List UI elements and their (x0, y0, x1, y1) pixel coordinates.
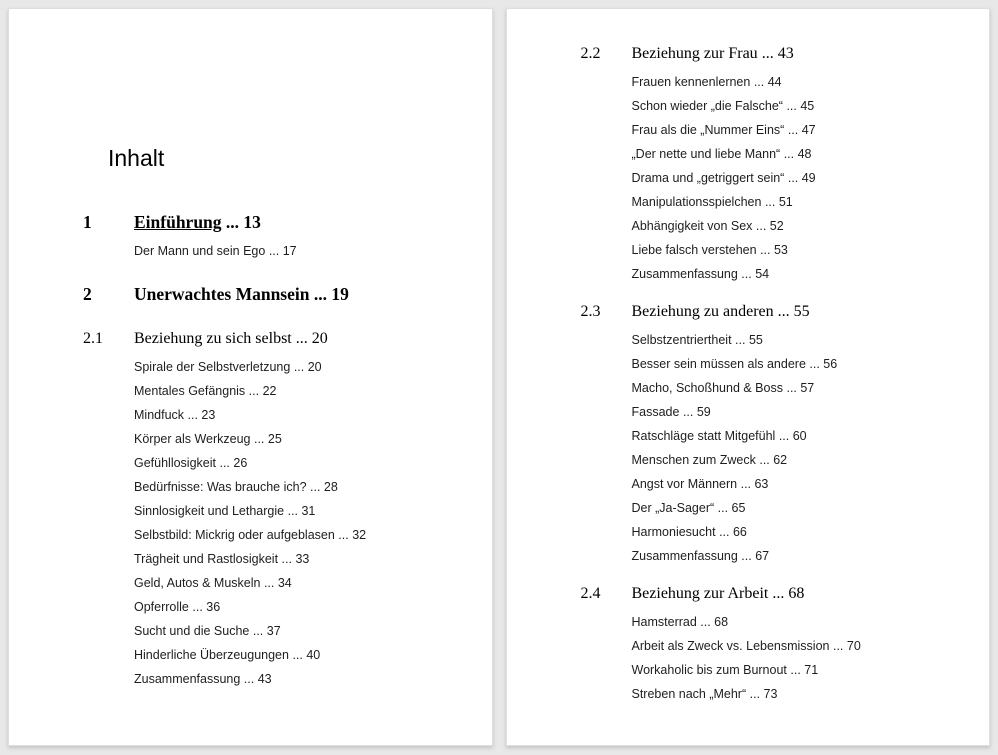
toc-chapter-row (83, 284, 462, 304)
toc-pageref: ... 32 (338, 528, 367, 542)
toc-item-row (83, 480, 462, 494)
toc-section-row (581, 585, 960, 602)
toc-pageref: ... 70 (832, 639, 861, 653)
toc-label: Hamsterrad (631, 615, 697, 629)
toc-pageref: ... 25 (253, 432, 282, 446)
toc-item-row (83, 552, 462, 566)
toc-label: Macho, Schoßhund & Boss (631, 381, 783, 395)
toc-pageref: ... 43 (243, 672, 272, 686)
toc-text (632, 123, 960, 137)
toc-label: Arbeit als Zweck vs. Lebensmission (631, 639, 830, 653)
toc-pageref: ... 49 (787, 171, 816, 185)
toc-label: Beziehung zu anderen (631, 303, 774, 320)
toc-label: Menschen zum Zweck (631, 453, 756, 467)
toc-item-row (581, 99, 960, 113)
toc-text (632, 45, 960, 62)
toc-text (632, 549, 960, 563)
toc-pageref: ... 71 (790, 663, 819, 677)
toc-item-row (581, 195, 960, 209)
toc-item-row (581, 123, 960, 137)
toc-label: Mindfuck (134, 408, 185, 422)
toc-pageref: ... 73 (749, 687, 778, 701)
toc-label: Selbstbild: Mickrig oder aufgeblasen (134, 528, 335, 542)
toc-item-row (83, 456, 462, 470)
toc-item-row (581, 687, 960, 701)
toc-label: Der „Ja-Sager“ (631, 501, 715, 515)
toc-text (632, 453, 960, 467)
toc-label: Angst vor Männern (631, 477, 738, 491)
toc-pageref: ... 52 (755, 219, 784, 233)
toc-label: Hinderliche Überzeugungen (134, 648, 289, 662)
toc-number: 2.1 (83, 330, 103, 347)
toc-item-row (83, 600, 462, 614)
toc-item-row (83, 672, 462, 686)
toc-pageref: ... 47 (787, 123, 816, 137)
toc-text (632, 585, 960, 602)
toc-section-row (83, 330, 462, 347)
toc-item-row (83, 432, 462, 446)
toc-text (632, 687, 960, 701)
page-left (8, 8, 493, 746)
page-left-content (9, 9, 492, 745)
toc-pageref: ... 37 (252, 624, 281, 638)
toc-text (134, 672, 462, 686)
toc-pageref: ... 19 (313, 284, 349, 304)
toc-text (632, 663, 960, 677)
toc-item-row (581, 615, 960, 629)
toc-label: Frau als die „Nummer Eins“ (631, 123, 785, 137)
page-right (506, 8, 991, 746)
toc-label: „Der nette und liebe Mann“ (631, 147, 781, 161)
toc-text (134, 528, 462, 542)
toc-pageref: ... 33 (281, 552, 310, 566)
toc-text (632, 171, 960, 185)
toc-pageref: ... 66 (719, 525, 747, 539)
toc-text (134, 648, 462, 662)
toc-item-row (83, 576, 462, 590)
toc-text (134, 360, 462, 374)
toc-label: Beziehung zur Arbeit (631, 585, 769, 602)
toc-pageref: ... 40 (292, 648, 321, 662)
toc-pageref: ... 68 (700, 615, 729, 629)
toc-section-row (581, 45, 960, 62)
toc-text (134, 212, 462, 232)
toc-pageref: ... 43 (761, 45, 794, 62)
toc-pageref: ... 62 (759, 453, 788, 467)
toc-pageref: ... 22 (248, 384, 277, 398)
toc-label: Manipulationsspielchen (631, 195, 762, 209)
toc-number: 1 (83, 212, 92, 232)
toc-pageref: ... 51 (764, 195, 793, 209)
toc-label: Gefühllosigkeit (134, 456, 216, 470)
toc-label: Schon wieder „die Falsche“ (631, 99, 783, 113)
toc-item-row (83, 408, 462, 422)
toc-text (632, 303, 960, 320)
toc-item-row (83, 244, 462, 258)
toc-text (632, 267, 960, 281)
toc-item-row (83, 360, 462, 374)
toc-item-row (581, 501, 960, 515)
toc-text (134, 384, 462, 398)
toc-label: Beziehung zu sich selbst (134, 330, 292, 347)
toc-item-row (581, 663, 960, 677)
toc-label: Zusammenfassung (631, 267, 738, 281)
toc-pageref: ... 68 (772, 585, 805, 602)
toc-text (134, 432, 462, 446)
toc-label: Beziehung zur Frau (631, 45, 758, 62)
toc-item-row (581, 219, 960, 233)
toc-item-row (83, 624, 462, 638)
toc-label: Trägheit und Rastlosigkeit (134, 552, 279, 566)
toc-pageref: ... 45 (786, 99, 815, 113)
toc-text (632, 525, 960, 539)
toc-text (134, 456, 462, 470)
toc-text (134, 576, 462, 590)
toc-pageref: ... 28 (310, 480, 338, 494)
toc-item-row (581, 147, 960, 161)
toc-item-row (581, 405, 960, 419)
toc-entries-left (83, 186, 462, 686)
toc-text (632, 639, 960, 653)
toc-text (632, 333, 960, 347)
toc-label: Workaholic bis zum Burnout (631, 663, 787, 677)
toc-label: Einführung (134, 212, 222, 232)
toc-pageref: ... 20 (293, 360, 322, 374)
toc-pageref: ... 20 (295, 330, 328, 347)
toc-label: Abhängigkeit von Sex (631, 219, 753, 233)
toc-pageref: ... 57 (786, 381, 815, 395)
toc-text (632, 219, 960, 233)
toc-item-row (581, 171, 960, 185)
toc-label: Harmoniesucht (631, 525, 716, 539)
toc-label: Geld, Autos & Muskeln (134, 576, 261, 590)
toc-pageref: ... 67 (741, 549, 770, 563)
toc-pageref: ... 59 (682, 405, 711, 419)
toc-item-row (581, 267, 960, 281)
toc-text (632, 147, 960, 161)
toc-pageref: ... 36 (192, 600, 221, 614)
toc-title: Inhalt (108, 145, 165, 171)
toc-pageref: ... 53 (760, 243, 788, 257)
toc-label: Mentales Gefängnis (134, 384, 246, 398)
toc-item-row (581, 243, 960, 257)
toc-label: Zusammenfassung (134, 672, 241, 686)
toc-pageref: ... 44 (753, 75, 782, 89)
toc-pageref: ... 65 (717, 501, 746, 515)
toc-number: 2.2 (580, 45, 601, 62)
toc-label: Zusammenfassung (631, 549, 738, 563)
toc-text (134, 284, 462, 304)
toc-label: Unerwachtes Mannsein (134, 284, 310, 304)
toc-text (632, 357, 960, 371)
toc-label: Bedürfnisse: Was brauche ich? (134, 480, 307, 494)
toc-label: Fassade (631, 405, 680, 419)
toc-label: Selbstzentriertheit (631, 333, 732, 347)
toc-pageref: ... 23 (187, 408, 216, 422)
toc-item-row (581, 525, 960, 539)
toc-label: Sucht und die Suche (134, 624, 250, 638)
toc-text (632, 195, 960, 209)
toc-text (632, 75, 960, 89)
toc-text (632, 99, 960, 113)
toc-item-row (581, 333, 960, 347)
toc-chapter-row (83, 212, 462, 232)
toc-pageref: ... 31 (287, 504, 316, 518)
toc-item-row (83, 648, 462, 662)
toc-pageref: ... 26 (219, 456, 248, 470)
toc-item-row (83, 384, 462, 398)
toc-label: Frauen kennenlernen (631, 75, 751, 89)
toc-text (632, 615, 960, 629)
toc-item-row (581, 357, 960, 371)
toc-pageref: ... 55 (777, 303, 810, 320)
toc-item-row (581, 639, 960, 653)
toc-label: Opferrolle (134, 600, 189, 614)
toc-label: Spirale der Selbstverletzung (134, 360, 291, 374)
toc-label: Liebe falsch verstehen (631, 243, 757, 257)
toc-pageref: ... 17 (268, 244, 297, 258)
toc-item-row (581, 549, 960, 563)
toc-pageref: ... 54 (741, 267, 770, 281)
toc-item-row (83, 528, 462, 542)
toc-number: 2 (83, 284, 92, 304)
toc-label: Besser sein müssen als andere (631, 357, 806, 371)
toc-label: Drama und „getriggert sein“ (631, 171, 785, 185)
toc-pageref: ... 60 (778, 429, 807, 443)
toc-text (134, 600, 462, 614)
toc-text (632, 429, 960, 443)
toc-text (632, 381, 960, 395)
toc-text (134, 408, 462, 422)
toc-item-row (581, 75, 960, 89)
toc-label: Körper als Werkzeug (134, 432, 251, 446)
toc-text (632, 243, 960, 257)
toc-pageref: ... 48 (783, 147, 812, 161)
toc-pageref: ... 63 (740, 477, 769, 491)
toc-text (134, 330, 462, 347)
toc-label: Ratschläge statt Mitgefühl (631, 429, 776, 443)
toc-pageref: ... 13 (225, 212, 261, 232)
toc-text (632, 501, 960, 515)
toc-item-row (581, 381, 960, 395)
toc-item-row (83, 504, 462, 518)
toc-label: Der Mann und sein Ego (134, 244, 266, 258)
toc-text (632, 477, 960, 491)
toc-text (134, 480, 462, 494)
toc-label: Streben nach „Mehr“ (631, 687, 747, 701)
toc-text (134, 624, 462, 638)
toc-pageref: ... 56 (809, 357, 838, 371)
toc-text (134, 552, 462, 566)
toc-item-row (581, 453, 960, 467)
toc-text (134, 504, 462, 518)
toc-text (134, 244, 462, 258)
toc-entries-right (581, 45, 960, 701)
page-right-content (507, 9, 990, 745)
toc-number: 2.3 (580, 303, 601, 320)
toc-pageref: ... 34 (263, 576, 292, 590)
toc-pageref: ... 55 (735, 333, 763, 347)
toc-text (632, 405, 960, 419)
toc-item-row (581, 477, 960, 491)
toc-number: 2.4 (580, 585, 601, 602)
toc-label: Sinnlosigkeit und Lethargie (134, 504, 285, 518)
toc-section-row (581, 303, 960, 320)
toc-item-row (581, 429, 960, 443)
